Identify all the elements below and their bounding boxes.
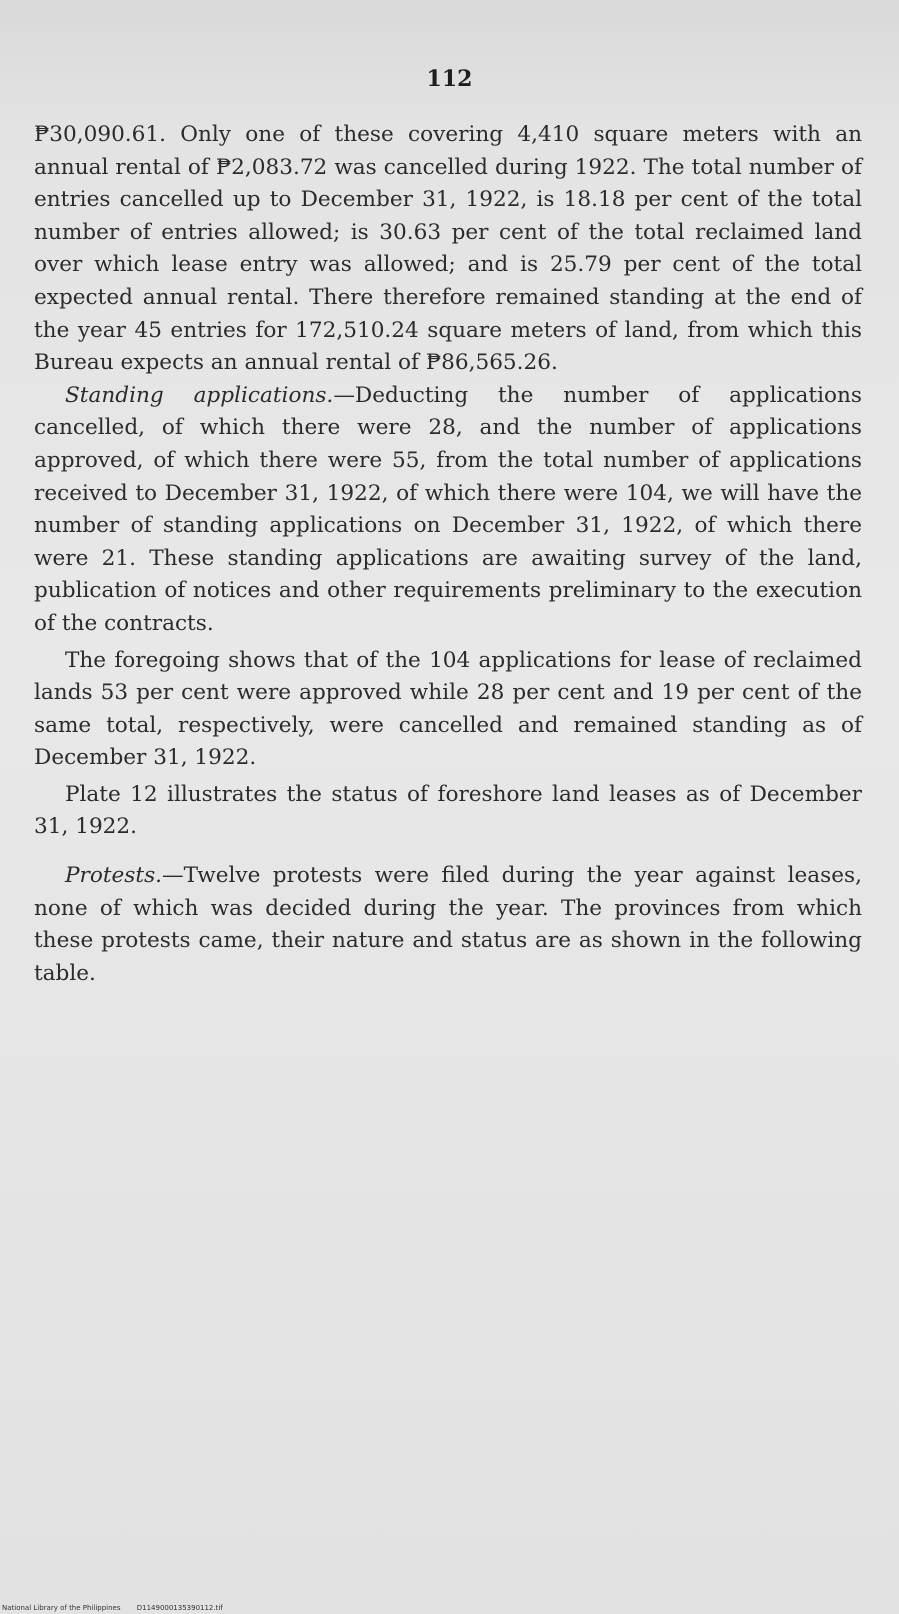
scan-credit-footer	[2, 1604, 237, 1612]
run-in-heading-protests: Protests.	[65, 863, 163, 889]
document-body	[34, 119, 862, 990]
paragraph-foregoing-summary: The foregoing shows that of the 104 applications for lease of reclaimed lands 53 per cent were approved while 28 per cent and 19 per cent of the same total, respectively, were cancelled and remained standing as of December 31, 1922.	[34, 647, 862, 771]
library-credit: National Library of the Philippines	[2, 1604, 121, 1612]
page-number: 112	[426, 66, 473, 92]
paragraph-protests	[34, 860, 862, 990]
paragraph-continued-entries: ₱30,090.61. Only one of these covering 4,410 square meters with an annual rental of ₱2,083.72 was cancelled during 1922. The total number of entries cancelled up to December 31, 1922, is 18.18 per cent of the total number of entries allowed; is 30.63 per cent of the total reclaimed land over which lease entry was allowed; and is 25.79 per cent of the total expected annual rental. There therefore remained standing at the end of the year 45 entries for 172,510.24 square meters of land, from which this Bureau expects an annual rental of ₱86,565.26.	[34, 122, 862, 376]
paragraph-standing-applications-text: —Deducting the number of applications cancelled, of which there were 28, and the number of applications approved, of which there were 55, from the total number of applications received to December 31, 1922, of which there were 104, we will have the number of standing applications on December 31, 1922, of which there were 21. These standing applications are awaiting survey of the land, publication of notices and other requirements preliminary to the execution of the contracts.	[34, 382, 862, 636]
paragraph-plate-reference: Plate 12 illustrates the status of foreshore land leases as of December 31, 1922.	[34, 781, 862, 840]
paragraph-standing-applications	[34, 380, 862, 641]
scan-file-id: D1149000135390112.tif	[136, 1604, 223, 1612]
run-in-heading-standing-applications: Standing applications.	[65, 382, 334, 408]
paragraph-protests-text: —Twelve protests were filed during the year against leases, none of which was decided during the year. The provinces from which these protests came, their nature and status are as shown in the following table.	[34, 863, 862, 986]
blank-page-area	[0, 980, 899, 1580]
